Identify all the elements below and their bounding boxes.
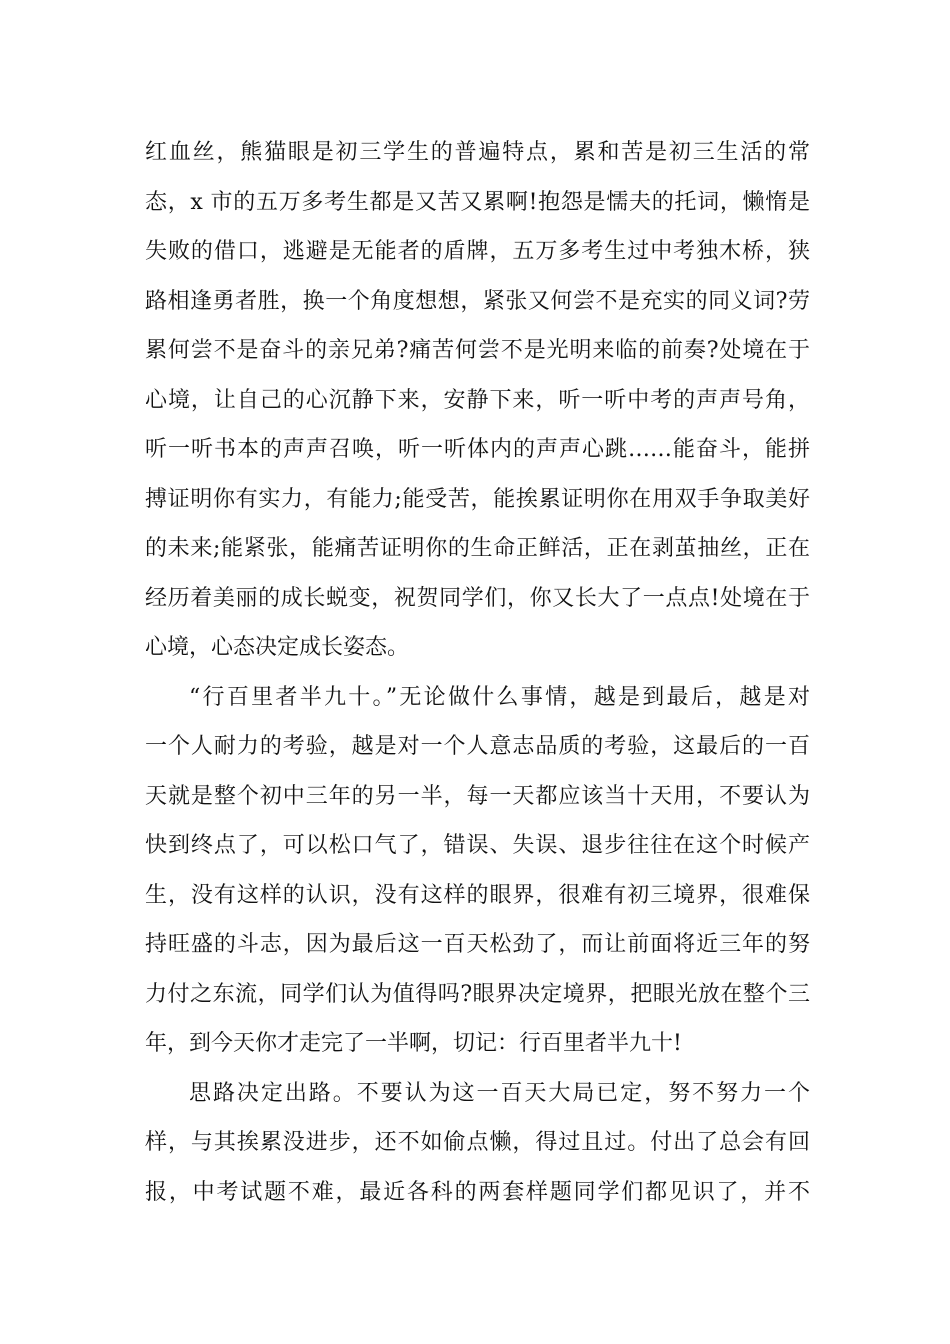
text-line: 生，没有这样的认识，没有这样的眼界，很难有初三境界，很难保 [145, 882, 810, 908]
text-line: 天就是整个初中三年的另一半，每一天都应该当十天用，不要认为 [145, 783, 810, 809]
text-line: 持旺盛的斗志，因为最后这一百天松劲了，而让前面将近三年的努 [145, 932, 810, 957]
text-line: 样，与其挨累没进步，还不如偷点懒，得过且过。付出了总会有回 [145, 1130, 810, 1155]
text-line: 听一听书本的声声召唤，听一听体内的声声心跳……能奋斗，能拼 [145, 437, 810, 462]
text-line: 年，到今天你才走完了一半啊，切记：行百里者半九十! [145, 1031, 682, 1056]
text-line: 力付之东流，同学们认为值得吗?眼界决定境界，把眼光放在整个三 [145, 981, 810, 1007]
text-line: “行百里者半九十。”无论做什么事情，越是到最后，越是对 [189, 684, 810, 710]
text-line: 累何尝不是奋斗的亲兄弟?痛苦何尝不是光明来临的前奏?处境在于 [145, 338, 810, 363]
text-line: 思路决定出路。不要认为这一百天大局已定，努不努力一个 [189, 1080, 810, 1106]
text-line: 路相逢勇者胜，换一个角度想想，紧张又何尝不是充实的同义词?劳 [145, 288, 810, 314]
text-line: 报，中考试题不难，最近各科的两套样题同学们都见识了，并不 [145, 1179, 810, 1205]
paragraph [145, 1069, 810, 1218]
body-text [145, 128, 810, 1217]
text-line: 经历着美丽的成长蜕变，祝贺同学们，你又长大了一点点!处境在于 [145, 585, 810, 611]
text-line: 态，x 市的五万多考生都是又苦又累啊!抱怨是懦夫的托词，懒惰是 [145, 189, 810, 215]
text-line: 心境，让自己的心沉静下来，安静下来，听一听中考的声声号角， [145, 387, 810, 413]
text-line: 搏证明你有实力，有能力;能受苦，能挨累证明你在用双手争取美好 [145, 486, 810, 512]
text-line: 红血丝，熊猫眼是初三学生的普遍特点，累和苦是初三生活的常 [145, 140, 810, 165]
text-line: 心境，心态决定成长姿态。 [145, 635, 410, 660]
text-line: 的未来;能紧张，能痛苦证明你的生命正鲜活，正在剥茧抽丝，正在 [145, 536, 810, 561]
text-line: 快到终点了，可以松口气了，错误、失误、退步往往在这个时候产 [145, 833, 810, 858]
paragraph [145, 128, 810, 673]
text-line: 失败的借口，逃避是无能者的盾牌，五万多考生过中考独木桥，狭 [145, 239, 810, 264]
text-line: 一个人耐力的考验，越是对一个人意志品质的考验，这最后的一百 [145, 734, 810, 759]
paragraph [145, 673, 810, 1069]
